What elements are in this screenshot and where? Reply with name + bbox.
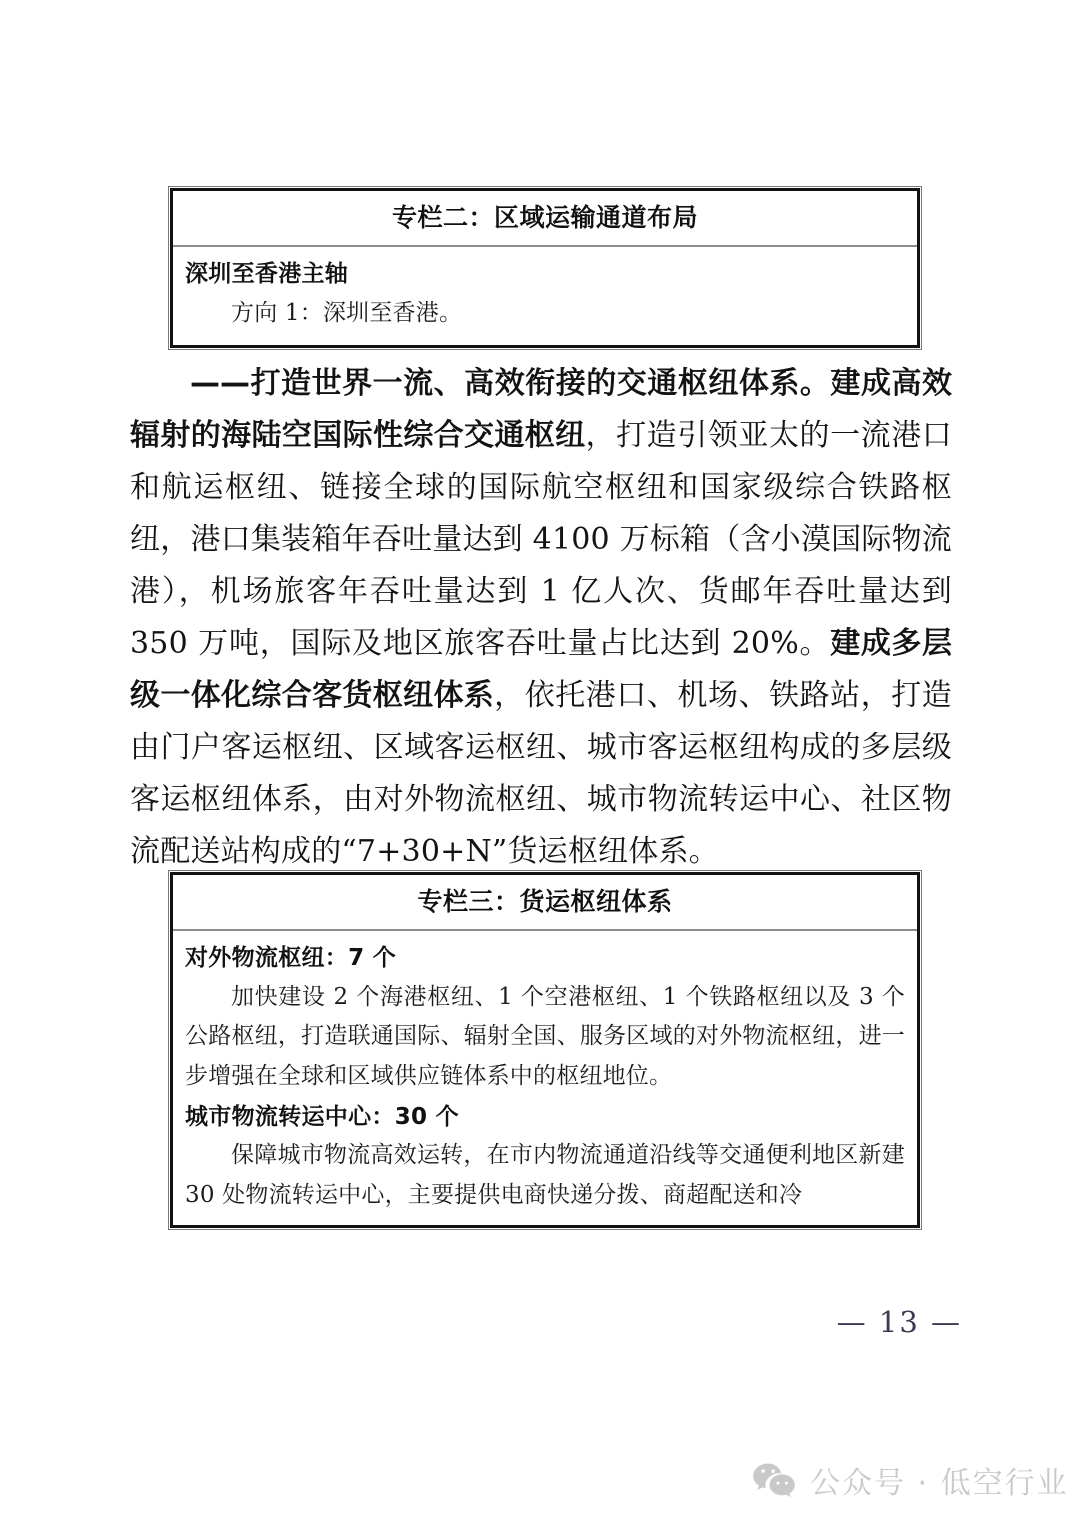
watermark (752, 1458, 1069, 1502)
watermark-text: 公众号 · 低空行业 (810, 1466, 1069, 1501)
body-paragraph (130, 358, 952, 878)
page-number: — 13 — (836, 1305, 962, 1339)
body-run-0: ——打造世界一流、高效衔接的交通枢纽体系。建成高效辐射的海陆空国际性综合交通枢纽 (130, 366, 952, 453)
callout-box-zhuanlan-er (170, 188, 920, 348)
callout-section-heading: 对外物流枢纽：7 个 (185, 945, 397, 972)
body-text-block (130, 358, 952, 878)
body-run-3: ，依托港口、机场、铁路站，打造由门户客运枢纽、区域客运枢纽、城市客运枢纽构成的多层级客运枢纽体系，由对外物流枢纽、城市物流转运中心、社区物流配送站构成的“7+30+N”货运枢纽体系。 (130, 678, 953, 869)
callout-body (173, 247, 917, 345)
callout-box-zhuanlan-san (170, 872, 920, 1228)
callout-title: 专栏三：货运枢纽体系 (173, 875, 917, 931)
wechat-icon (752, 1461, 796, 1499)
callout-section-paragraph: 保障城市物流高效运转，在市内物流通道沿线等交通便利地区新建 30 处物流转运中心，主要提供电商快递分拨、商超配送和冷 (185, 1142, 905, 1208)
body-run-1: ，打造引领亚太的一流港口和航运枢纽、链接全球的国际航空枢纽和国家级综合铁路枢纽，港口集装箱年吞吐量达到 4100 万标箱（含小漠国际物流港），机场旅客年吞吐量达到 1 亿人次、货邮年吞吐量达到 350 万吨，国际及地区旅客吞吐量占比达到 20%。 (130, 418, 953, 661)
callout-section-heading: 深圳至香港主轴 (185, 261, 349, 288)
callout-section-paragraph: 方向 1：深圳至香港。 (231, 299, 463, 326)
callout-section-paragraph: 加快建设 2 个海港枢纽、1 个空港枢纽、1 个铁路枢纽以及 3 个公路枢纽，打造联通国际、辐射全国、服务区域的对外物流枢纽，进一步增强在全球和区域供应链体系中的枢纽地位。 (185, 983, 905, 1089)
callout-section-heading: 城市物流转运中心：30 个 (185, 1104, 459, 1131)
callout-body (173, 931, 917, 1225)
body-run-2: 建成多层级一体化综合客货枢纽体系 (130, 626, 953, 713)
callout-title: 专栏二：区域运输通道布局 (173, 191, 917, 247)
